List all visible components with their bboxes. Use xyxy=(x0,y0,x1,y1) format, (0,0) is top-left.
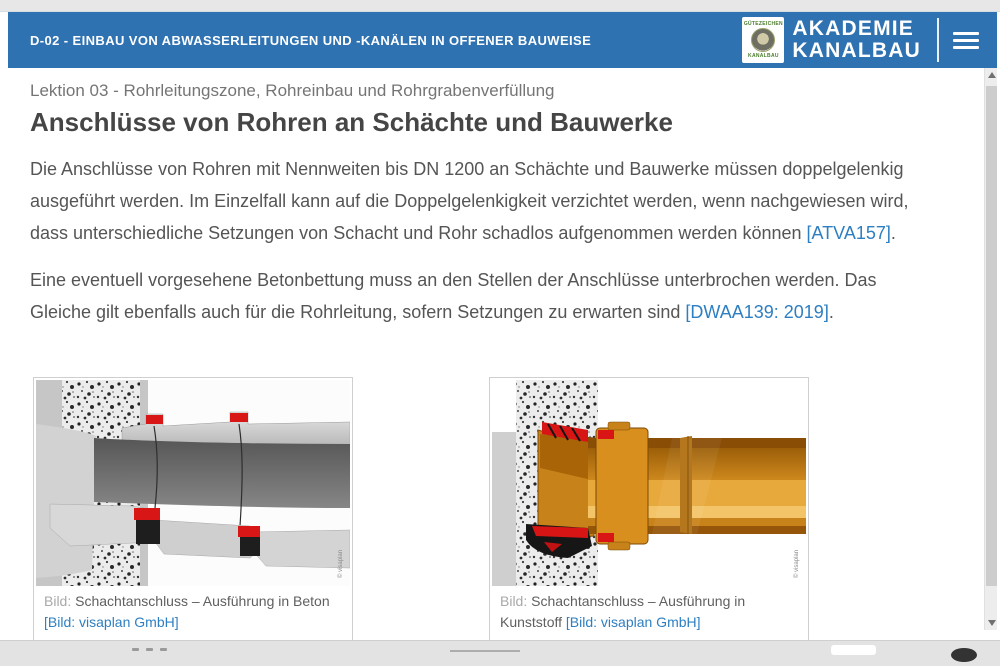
figure-credit-link[interactable]: [Bild: visaplan GmbH] xyxy=(565,614,701,630)
triangle-up-icon xyxy=(988,72,996,78)
seal-icon xyxy=(751,28,775,52)
scroll-up-button[interactable] xyxy=(985,68,998,82)
header-divider xyxy=(937,18,939,62)
link-dwaa139[interactable]: [DWAA139: 2019] xyxy=(685,302,829,322)
paragraph-2-text: Eine eventuell vorgesehene Betonbettung muss an den Stellen der Anschlüsse unterbrochen werden. Das Gleiche gilt ebenfalls auch für die Rohrleitung, sofern Setzungen zu erwarten sind xyxy=(30,270,877,322)
paragraph-2 xyxy=(30,264,940,328)
hamburger-icon xyxy=(953,39,979,42)
page-title: Anschlüsse von Rohren an Schächte und Bauwerke xyxy=(30,107,673,137)
toolbar-button[interactable] xyxy=(831,645,876,655)
course-title: D-02 - EINBAU VON ABWASSERLEITUNGEN UND -KANÄLEN IN OFFENER BAUWEISE xyxy=(30,32,592,48)
figure-caption xyxy=(36,586,350,641)
scrollbar-thumb[interactable] xyxy=(986,86,997,586)
ellipsis-icon xyxy=(132,648,167,651)
figure-credit-link[interactable]: [Bild: visaplan GmbH] xyxy=(44,614,179,630)
logo-arc-bottom: KANALBAU xyxy=(748,53,779,59)
brand-name xyxy=(792,18,921,62)
caption-prefix: Bild: xyxy=(500,593,528,609)
triangle-down-icon xyxy=(988,620,996,626)
window-top-strip xyxy=(0,0,1000,12)
brand-line2: KANALBAU xyxy=(792,39,921,62)
bottom-toolbar xyxy=(0,640,1000,666)
hamburger-icon xyxy=(953,46,979,49)
figure-image-plastic-connection xyxy=(492,380,806,586)
paragraph-1 xyxy=(30,153,940,249)
logo-arc-top: GÜTEZEICHEN xyxy=(743,21,783,27)
lesson-content xyxy=(8,68,984,640)
toolbar-knob[interactable] xyxy=(951,648,977,662)
lesson-subtitle: Lektion 03 - Rohrleitungszone, Rohreinbau und Rohrgrabenverfüllung xyxy=(30,81,555,100)
caption-text: Schachtanschluss – Ausführung in Kunststoff xyxy=(500,593,746,630)
image-credit-watermark: © visaplan xyxy=(794,549,800,578)
header-bar xyxy=(8,12,997,68)
paragraph-1-text: Die Anschlüsse von Rohren mit Nennweiten bis DN 1200 an Schächte und Bauwerke müssen doppelgelenkig ausgeführt werden. Im Einzelfall kann auf die Doppelgelenkigkeit verzichtet werden, wenn nachgewiesen wird, dass unterschiedliche Setzungen von Schacht und Rohr schadlos aufgenommen werden können xyxy=(30,159,909,243)
scroll-down-button[interactable] xyxy=(985,616,998,630)
link-atva157[interactable]: [ATVA157] xyxy=(806,223,891,243)
hamburger-icon xyxy=(953,32,979,35)
brand-logo xyxy=(742,17,784,63)
figure-image-concrete-connection xyxy=(36,380,350,586)
paragraph-2-period: . xyxy=(828,302,834,322)
figure-caption xyxy=(492,586,806,641)
caption-prefix: Bild: xyxy=(44,593,72,609)
figure-card-concrete xyxy=(33,377,353,644)
menu-button[interactable] xyxy=(953,23,987,57)
figure-card-plastic xyxy=(489,377,809,644)
paragraph-1-period: . xyxy=(890,223,896,243)
brand-line1: AKADEMIE xyxy=(792,17,915,40)
caption-text: Schachtanschluss – Ausführung in Beton xyxy=(75,593,330,609)
vertical-scrollbar[interactable] xyxy=(984,68,997,630)
progress-line xyxy=(450,650,520,652)
image-credit-watermark: © visaplan xyxy=(338,549,344,578)
